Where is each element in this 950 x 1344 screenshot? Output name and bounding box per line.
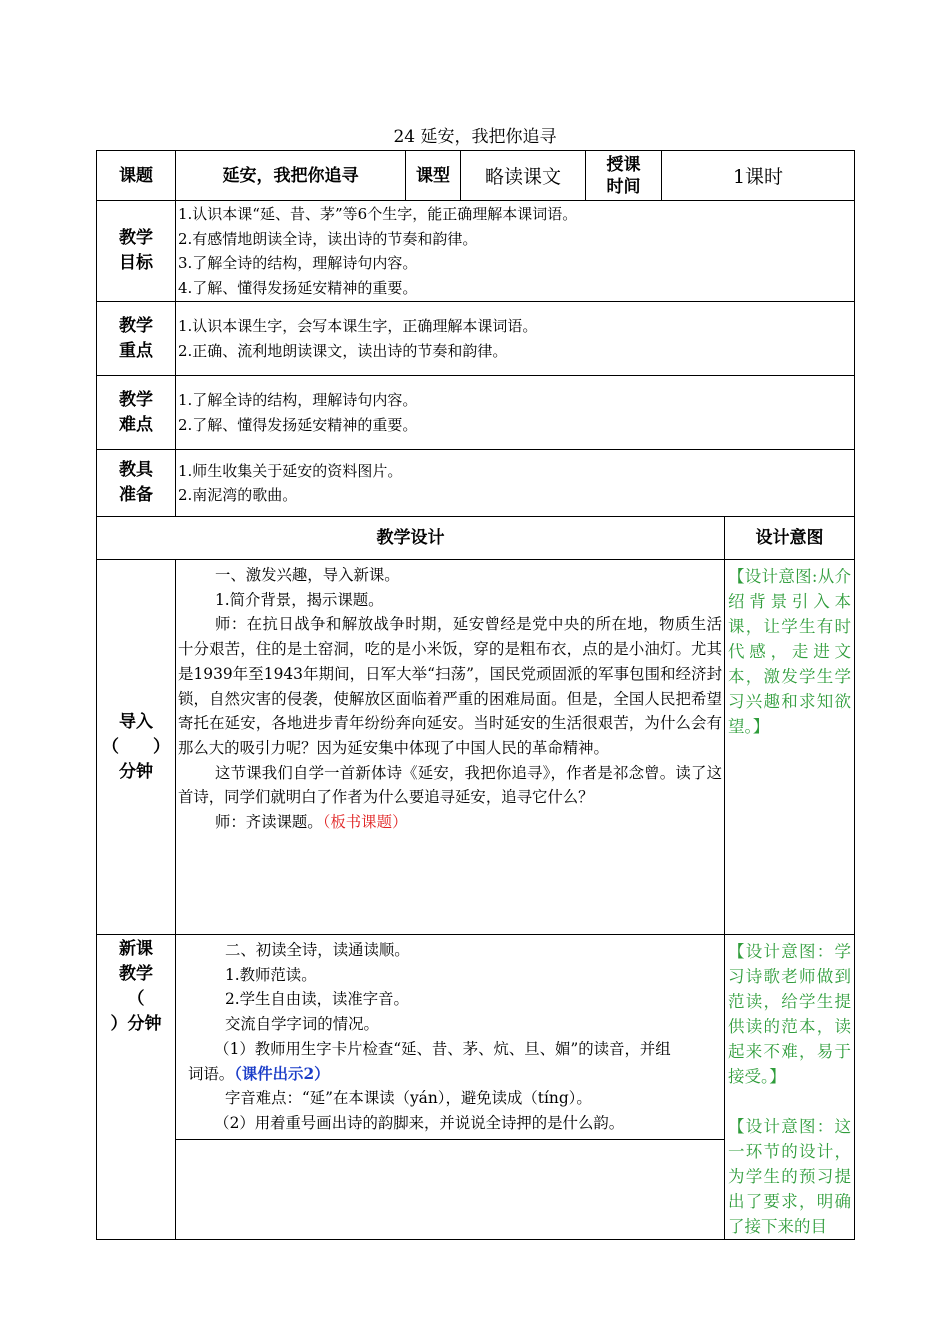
- new-lesson-rhyme: （2）用着重号画出诗的韵脚来，并说说全诗押的是什么韵。: [214, 1113, 625, 1132]
- materials-list: [176, 450, 855, 517]
- board-note: （板书课题）: [322, 813, 408, 832]
- goal-item: 2.有感情地朗读全诗，读出诗的节奏和韵律。: [178, 229, 478, 248]
- difficulties-row: [97, 376, 855, 450]
- key-points-label: [97, 302, 176, 376]
- key-point-item: 2.正确、流利地朗读课文，读出诗的节奏和韵律。: [178, 341, 508, 360]
- new-lesson-step: 交流自学字词的情况。: [224, 1015, 379, 1034]
- difficulties-label-line2: 难点: [119, 414, 153, 435]
- new-lesson-row: [97, 935, 855, 1240]
- new-lesson-check: [188, 1037, 722, 1086]
- key-points-row: [97, 302, 855, 376]
- new-lesson-label-line1: 新课: [119, 939, 153, 959]
- intro-instruction: 师：齐读课题。: [214, 813, 323, 832]
- intro-label-line1: 导入: [119, 711, 153, 732]
- materials-row: [97, 450, 855, 517]
- check-text: （1）教师用生字卡片检查“延、昔、茅、炕、旦、媚”的读音，并组词语。: [188, 1039, 671, 1083]
- slide-note: （课件出示2）: [234, 1064, 330, 1083]
- new-lesson-label: [97, 935, 176, 1240]
- new-lesson-label-line4: ）分钟: [110, 1014, 162, 1034]
- time-value: 1课时: [662, 151, 855, 201]
- goals-row: [97, 201, 855, 302]
- key-points-label-line2: 重点: [119, 340, 153, 361]
- intro-intent: 【设计意图:从介绍背景引入本课，让学生有时代感，走进文本，激发学生学习兴趣和求知欲望。】: [725, 560, 855, 935]
- time-label: [586, 151, 662, 201]
- intro-label-line3: 分钟: [119, 761, 153, 782]
- new-lesson-pronunciation: 字音难点：“延”在本课读（yán），避免读成（tíng）。: [224, 1089, 592, 1108]
- difficulties-list: [176, 376, 855, 450]
- design-header: 教学设计: [97, 517, 725, 560]
- materials-label-line1: 教具: [119, 460, 153, 480]
- new-lesson-intent-2: 【设计意图：这一环节的设计，为学生的预习提出了要求，明确了接下来的目: [728, 1117, 851, 1236]
- materials-label: [97, 450, 176, 517]
- difficulties-label: [97, 376, 176, 450]
- key-point-item: 1.认识本课生字，会写本课生字，正确理解本课词语。: [178, 317, 538, 335]
- design-header-row: [97, 517, 855, 560]
- goals-list: [176, 201, 855, 302]
- key-points-list: [176, 302, 855, 376]
- intro-label: [97, 560, 176, 935]
- intro-paragraph: 师：在抗日战争和解放战争时期，延安曾经是党中央的所在地，物质生活十分艰苦，住的是土窑洞，吃的是小米饭，穿的是粗布衣，点的是小油灯。尤其是1939年至1943年期间，日军大举“扫荡”，国民党顽固派的军事包围和经济封锁，自然灾害的侵袭，使解放区面临着严重的困难局面。但是，全国人民把希望寄托在延安，各地进步青年纷纷奔向延安。当时延安的生活很艰苦，为什么会有那么大的吸引力呢？因为延安集中体现了中国人民的革命精神。: [178, 615, 722, 757]
- materials-label-line2: 准备: [119, 485, 153, 505]
- key-points-label-line1: 教学: [119, 315, 153, 336]
- new-lesson-step: 2.学生自由读，读准字音。: [224, 990, 409, 1009]
- difficulty-item: 2.了解、懂得发扬延安精神的重要。: [178, 415, 418, 434]
- intro-paragraph: [178, 810, 722, 835]
- new-lesson-label-line2: 教学: [119, 964, 153, 984]
- intro-paragraph: 这节课我们自学一首新体诗《延安，我把你追寻》，作者是祁念曾。读了这首诗，同学们就明白了作者为什么要追寻延安，追寻它什么？: [178, 763, 722, 807]
- material-item: 2.南泥湾的歌曲。: [178, 486, 298, 504]
- difficulty-item: 1.了解全诗的结构，理解诗句内容。: [178, 391, 418, 409]
- type-value: 略读课文: [461, 151, 586, 201]
- new-lesson-heading: 二、初读全诗，读通读顺。: [224, 941, 410, 959]
- new-lesson-content: [176, 935, 725, 1240]
- header-row: [97, 151, 855, 201]
- divider: [176, 1139, 724, 1140]
- goal-item: 1.认识本课“延、昔、茅”等6个生字，能正确理解本课词语。: [178, 205, 578, 223]
- intent-header: 设计意图: [725, 517, 855, 560]
- goals-label-line1: 教学: [119, 228, 153, 248]
- lesson-plan-table: [96, 150, 855, 1240]
- new-lesson-intent: [725, 935, 855, 1240]
- time-label-line1: 授课: [606, 154, 641, 175]
- goal-item: 3.了解全诗的结构，理解诗句内容。: [178, 254, 418, 272]
- type-label: 课型: [406, 151, 461, 201]
- goals-label-line2: 目标: [119, 253, 153, 273]
- difficulties-label-line1: 教学: [119, 389, 153, 410]
- intro-content: [176, 560, 725, 935]
- intro-label-line2: （ ）: [102, 736, 170, 757]
- material-item: 1.师生收集关于延安的资料图片。: [178, 461, 403, 480]
- document-title: 24 延安，我把你追寻: [393, 127, 557, 147]
- new-lesson-label-line3: （: [127, 989, 145, 1009]
- new-lesson-intent-1: 【设计意图：学习诗歌老师做到范读，给学生提供读的范本，读起来不难，易于接受。】: [728, 942, 851, 1086]
- new-lesson-step: 1.教师范读。: [224, 965, 317, 984]
- topic-value: 延安，我把你追寻: [176, 151, 406, 201]
- intro-row: [97, 560, 855, 935]
- intro-heading: 一、激发兴趣，导入新课。: [214, 566, 400, 584]
- goals-label: [97, 201, 176, 302]
- intro-step: 1.简介背景，揭示课题。: [214, 590, 384, 609]
- topic-label: 课题: [97, 151, 176, 201]
- time-label-line2: 时间: [606, 176, 641, 197]
- goal-item: 4.了解、懂得发扬延安精神的重要。: [178, 278, 418, 297]
